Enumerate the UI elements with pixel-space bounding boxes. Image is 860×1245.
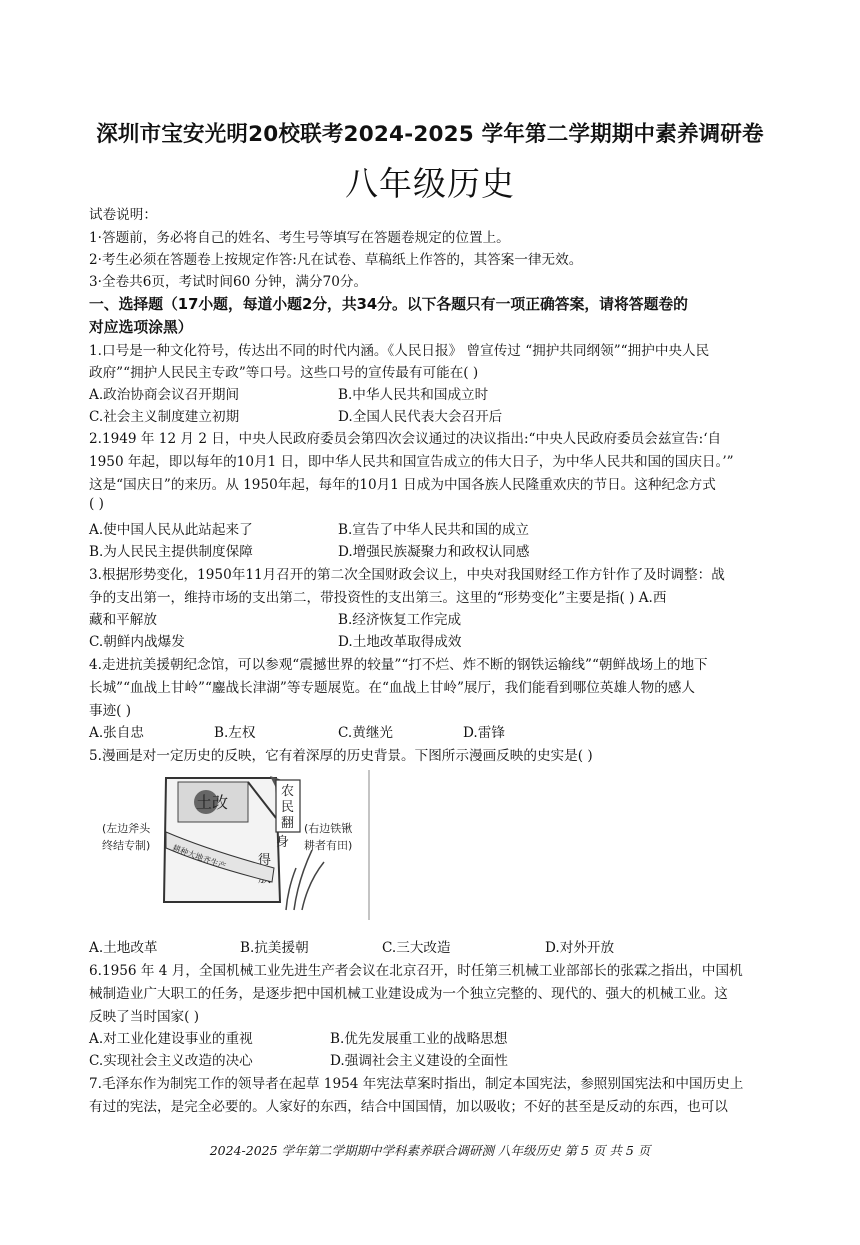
cartoon-vertical-char: 翻: [281, 816, 295, 831]
q6-option-b: B.优先发展重工业的战略思想: [330, 1031, 508, 1047]
question-1-stem: 政府”“拥护人民民主专政”等口号。这些口号的宣传最有可能在( ): [89, 365, 479, 381]
question-7-stem: 有过的宪法，是完全必要的。人家好的东西，结合中国国情，加以吸收；不好的甚至是反动的东西，也可以: [89, 1099, 728, 1115]
q1-option-a: A.政治协商会议召开期间: [89, 387, 240, 403]
question-3-stem: 藏和平解放: [89, 612, 157, 628]
cartoon-left-caption: (左边斧头: [102, 822, 151, 835]
cartoon-left-caption: 终结专制): [102, 839, 151, 852]
question-6-stem: 械制造业广大职工的任务，是逐步把中国机械工业建设成为一个独立完整的、现代的、强大的机械工业。这: [89, 986, 728, 1002]
question-5-stem: 5.漫画是对一定历史的反映，它有着深厚的历史背景。下图所示漫画反映的史实是( ): [89, 748, 593, 764]
question-2-stem: 1950 年起，即以每年的10月1 日，即中华人民共和国宣告成立的伟大日子，为中华人民共和国的国庆日。’”: [89, 454, 734, 470]
cartoon-vertical-char: 身: [276, 835, 290, 850]
instruction-item: 3·全卷共6页，考试时间60 分钟，满分70分。: [89, 274, 368, 290]
q2-option-c: B.为人民民主提供制度保障: [89, 544, 253, 560]
question-4-stem: 长城”“血战上甘岭”“鏖战长津湖”等专题展览。在“血战上甘岭”展厅，我们能看到哪位英雄人物的感人: [89, 680, 695, 696]
q6-option-d: D.强调社会主义建设的全面性: [330, 1053, 508, 1069]
q6-option-a: A.对工业化建设事业的重视: [89, 1031, 253, 1047]
q5-option-b: B.抗美援朝: [240, 940, 309, 956]
question-2-stem: ( ): [89, 496, 104, 512]
q2-option-a: A.使中国人民从此站起来了: [89, 522, 253, 538]
section-heading-cont: 对应选项涂黑）: [89, 319, 193, 336]
q6-option-c: C.实现社会主义改造的决心: [89, 1053, 253, 1069]
q3-option-c: C.朝鲜内战爆发: [89, 634, 185, 650]
q2-option-b: B.宣告了中华人民共和国的成立: [338, 522, 530, 538]
question-4-stem: 4.走进抗美援朝纪念馆，可以参观“震撼世界的较量”“打不烂、炸不断的钢铁运输线”“朝鲜战场上的地下: [89, 657, 708, 673]
question-4-stem: 事迹( ): [89, 703, 132, 719]
q1-option-b: B.中华人民共和国成立时: [338, 387, 489, 403]
instructions-heading: 试卷说明：: [89, 207, 157, 223]
instruction-item: 2·考生必须在答题卷上按规定作答:凡在试卷、草稿纸上作答的，其答案一律无效。: [89, 252, 583, 268]
question-6-stem: 反映了当时国家( ): [89, 1009, 200, 1025]
cartoon-vertical-char: 民: [281, 800, 295, 815]
exam-subtitle: 八年级历史: [345, 164, 515, 203]
q3-option-b: B.经济恢复工作完成: [338, 612, 462, 628]
question-1-stem: 1.口号是一种文化符号，传达出不同的时代内涵。《人民日报》 曾宣传过 “拥护共同纲领”“拥护中央人民: [89, 343, 710, 359]
q4-option-a: A.张自忠: [89, 725, 144, 741]
cartoon-vertical-char: 农: [281, 784, 295, 799]
question-6-stem: 6.1956 年 4 月，全国机械工业先进生产者会议在北京召开，时任第三机械工业部部长的张霖之指出，中国机: [89, 963, 743, 979]
cartoon-vertical-char: 得: [258, 853, 272, 868]
instruction-item: 1·答题前，务必将自己的姓名、考生号等填写在答题卷规定的位置上。: [89, 230, 510, 246]
q2-option-d: D.增强民族凝聚力和政权认同感: [338, 544, 530, 560]
page-footer: 2024-2025 学年第二学期期中学科素养联合调研测 八年级历史 第 5 页 共 5 页: [209, 1143, 651, 1158]
cartoon-right-caption: (右边铁锹: [304, 822, 353, 835]
q5-option-d: D.对外开放: [545, 940, 615, 956]
cartoon-right-caption: 耕者有田): [304, 839, 353, 852]
q4-option-d: D.雷锋: [463, 725, 505, 741]
section-heading: 一、选择题（17小题，每道小题2分，共34分。以下各题只有一项正确答案，请将答题卷的: [89, 296, 688, 313]
question-3-stem: 3.根据形势变化，1950年11月召开的第二次全国财政会议上，中央对我国财经工作方针作了及时调整：战: [89, 567, 725, 583]
q1-option-c: C.社会主义制度建立初期: [89, 409, 240, 425]
question-3-stem: 争的支出第一，维持市场的支出第二，带投资性的支出第三。这里的“形势变化”主要是指( ) A.西: [89, 590, 667, 606]
question-2-stem: 这是“国庆日”的来历。从 1950年起，每年的10月1 日成为中国各族人民隆重欢庆的节日。这种纪念方式: [89, 477, 716, 493]
question-2-stem: 2.1949 年 12 月 2 日，中央人民政府委员会第四次会议通过的决议指出:“中央人民政府委员会兹宣告:‘自: [89, 431, 722, 447]
q5-option-a: A.土地改革: [89, 940, 158, 956]
q3-option-d: D.土地改革取得成效: [338, 634, 462, 650]
cartoon-banner-text: 耕种大地齐生产: [171, 843, 228, 872]
q5-option-c: C.三大改造: [382, 940, 451, 956]
cartoon-emblem-text: 土改: [196, 793, 229, 812]
q4-option-b: B.左权: [214, 725, 256, 741]
land-reform-cartoon: [98, 770, 370, 920]
q4-option-c: C.黄继光: [338, 725, 394, 741]
exam-title: 深圳市宝安光明20校联考2024-2025 学年第二学期期中素养调研卷: [96, 122, 764, 147]
q1-option-d: D.全国人民代表大会召开后: [338, 409, 503, 425]
question-7-stem: 7.毛泽东作为制宪工作的领导者在起草 1954 年宪法草案时指出，制定本国宪法，参照别国宪法和中国历史上: [89, 1076, 744, 1092]
